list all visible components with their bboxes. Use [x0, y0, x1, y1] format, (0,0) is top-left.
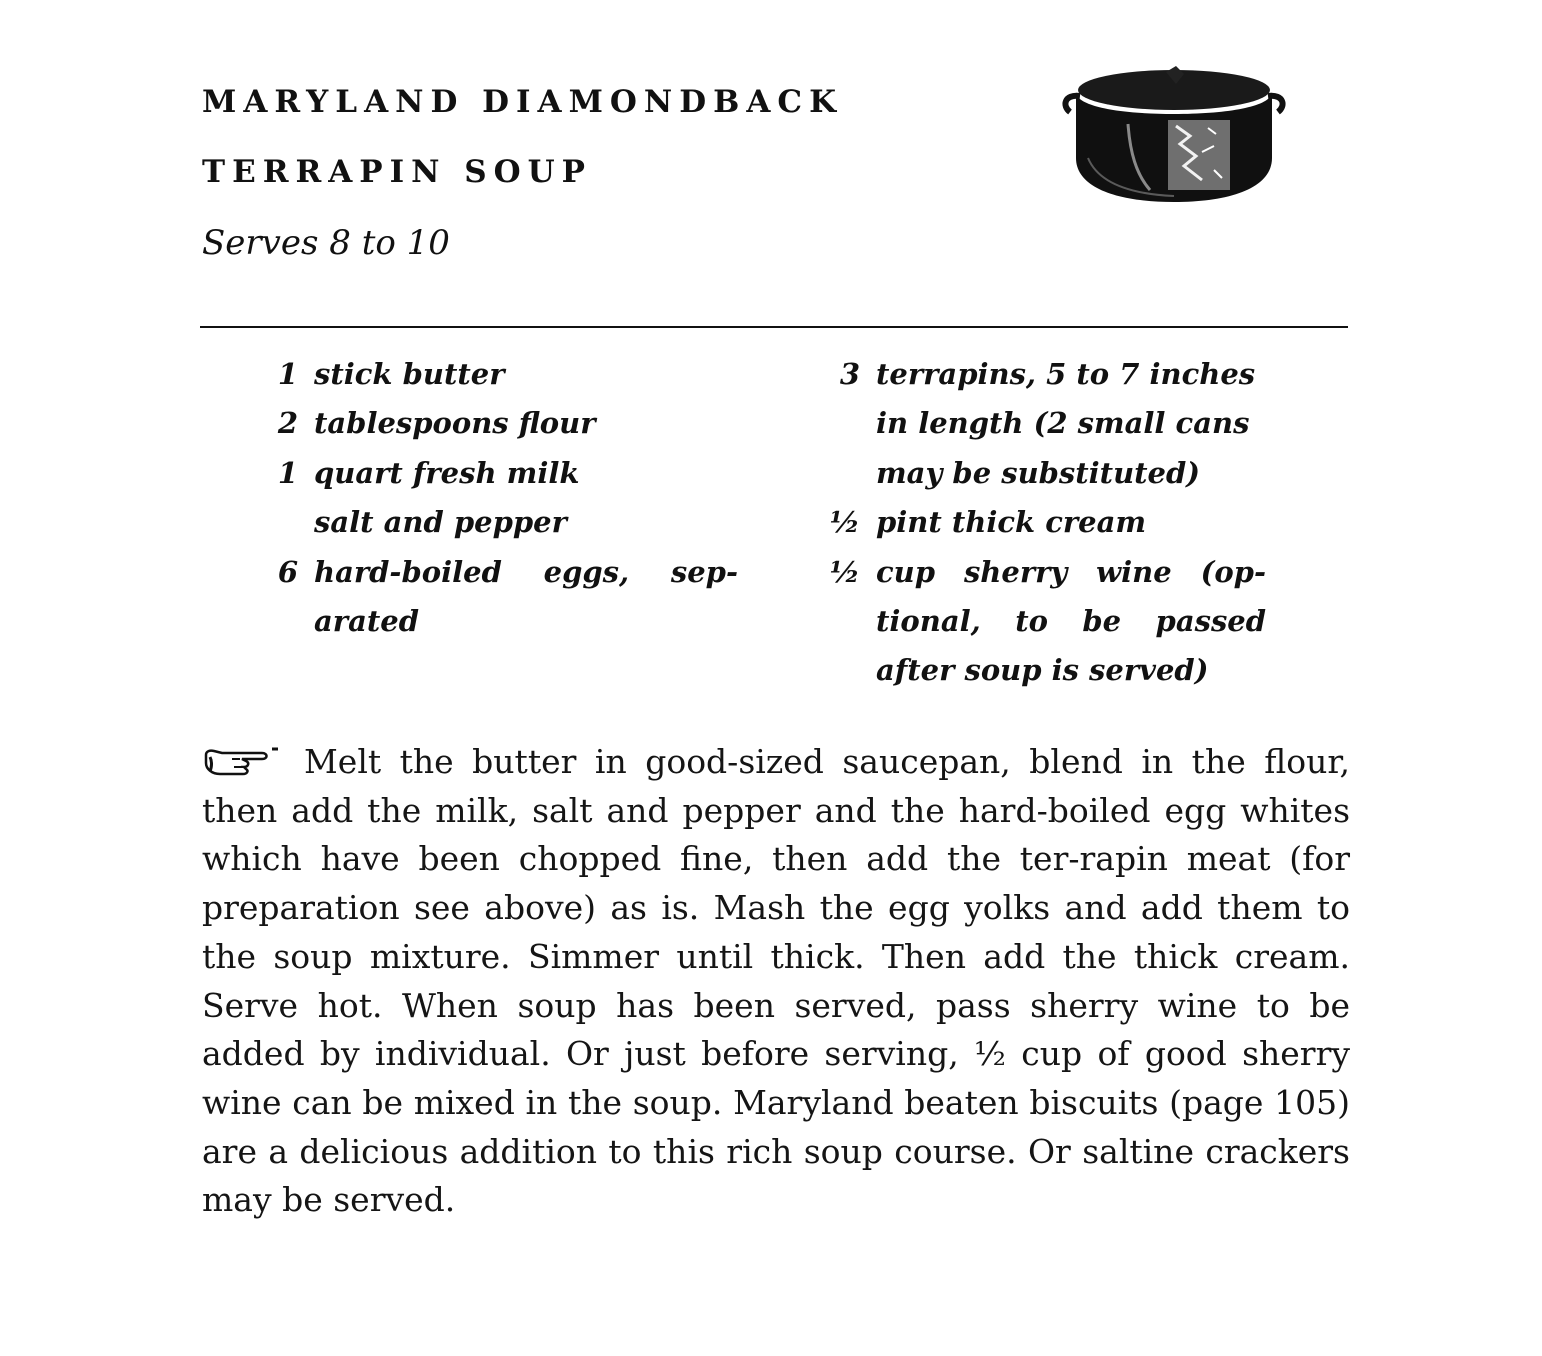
- ingredient-quantity: 3: [839, 357, 860, 391]
- ingredient-quantity: 6: [277, 554, 298, 589]
- recipe-title-line-1: MARYLAND DIAMONDBACK: [202, 84, 844, 120]
- ingredient-item: [262, 350, 738, 399]
- ingredient-text: hard-boiled eggs, sep-arated: [314, 554, 738, 639]
- ingredient-text: tablespoons flour: [314, 406, 596, 441]
- ingredient-item: [262, 449, 738, 498]
- ingredient-text: quart fresh milk: [314, 455, 580, 490]
- ingredient-quantity: [262, 498, 314, 547]
- ingredient-item: [262, 399, 738, 448]
- section-divider: [200, 326, 1348, 328]
- ingredient-quantity: 1: [277, 455, 298, 490]
- ingredient-item: [806, 548, 1266, 696]
- instructions-paragraph: [202, 738, 1350, 1225]
- ingredient-item: [262, 548, 738, 647]
- ingredients-left-column: [262, 350, 738, 646]
- ingredients-right-column: [806, 350, 1266, 696]
- ingredient-quantity: ½: [829, 505, 860, 540]
- cooking-pot-icon: [1058, 62, 1290, 208]
- ingredient-item: [262, 498, 738, 547]
- serves-note: Serves 8 to 10: [202, 223, 450, 263]
- ingredient-text: pint thick cream: [876, 505, 1147, 540]
- ingredient-quantity: ½: [829, 554, 860, 589]
- ingredient-text: cup sherry wine (op-tional, to be passed after soup is served): [876, 554, 1266, 688]
- ingredient-text: stick butter: [314, 357, 505, 391]
- pointing-hand-icon: [202, 747, 286, 777]
- ingredient-item: [806, 350, 1266, 498]
- ingredient-text: terrapins, 5 to 7 inches in length (2 small cans may be substituted): [876, 357, 1256, 490]
- ingredient-item: [806, 498, 1266, 547]
- instructions-text: Melt the butter in good-sized saucepan, blend in the flour, then add the milk, salt and pepper and the hard-boiled egg whites which have been chopped fine, then add the ter-rapin meat (for preparation see above) as is. Mash the egg yolks and add them to the soup mixture. Simmer until thick. Then add the thick cream. Serve hot. When soup has been served, pass sherry wine to be added by individual. Or just before serving, ½ cup of good sherry wine can be mixed in the soup. Maryland beaten biscuits (page 105) are a delicious addition to this rich soup course. Or saltine crackers may be served.: [202, 742, 1350, 1220]
- ingredient-quantity: 1: [277, 357, 298, 391]
- ingredient-quantity: 2: [277, 406, 298, 441]
- recipe-title-line-2: TERRAPIN SOUP: [202, 154, 592, 190]
- ingredient-text: salt and pepper: [314, 505, 567, 540]
